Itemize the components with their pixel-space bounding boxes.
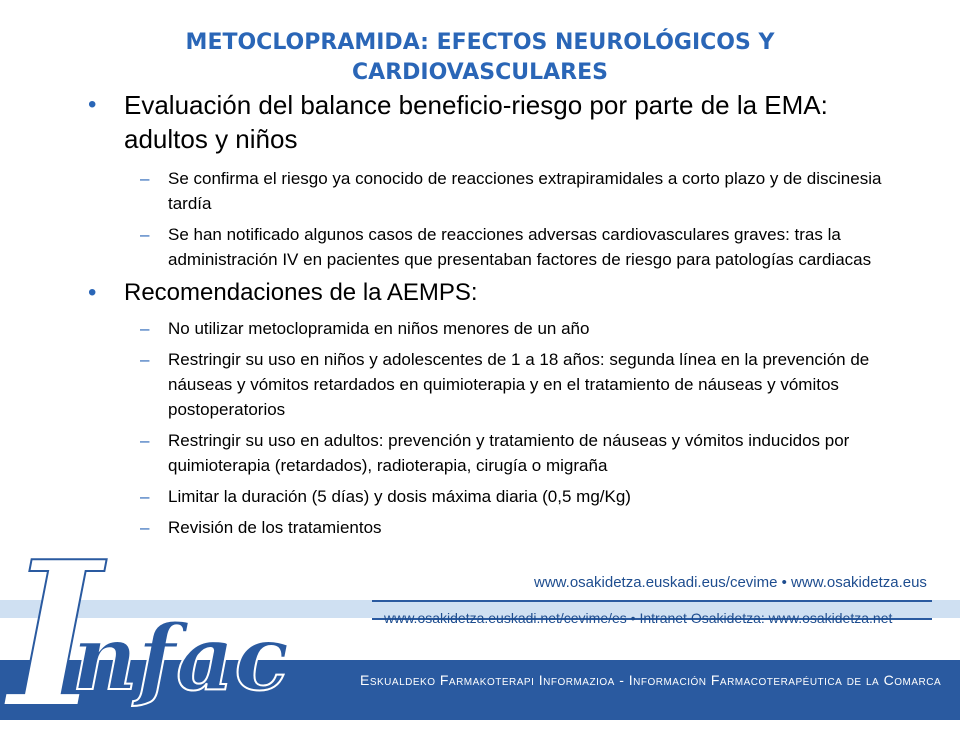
sub-item <box>88 316 888 341</box>
sub-item <box>88 166 888 216</box>
bullet-text: Evaluación del balance beneficio-riesgo por parte de la EMA: adultos y niños <box>124 90 828 154</box>
bullet-dot: • <box>88 279 97 306</box>
sub-item <box>88 484 888 509</box>
bullet-dot: • <box>88 91 97 118</box>
sub-dash: – <box>140 431 150 450</box>
logo-wordmark: nfac <box>72 605 290 711</box>
logo-initial: I <box>8 518 102 753</box>
sub-text: Limitar la duración (5 días) y dosis máxima diaria (0,5 mg/Kg) <box>168 487 631 506</box>
sub-item <box>88 515 888 540</box>
sub-dash: – <box>140 487 150 506</box>
sub-item <box>88 347 888 422</box>
sub-text: Se confirma el riesgo ya conocido de reacciones extrapiramidales a corto plazo y de discinesia tardía <box>168 169 882 213</box>
sub-dash: – <box>140 319 150 338</box>
slide-title: METOCLOPRAMIDA: EFECTOS NEUROLÓGICOS Y CARDIOVASCULARES <box>185 30 775 85</box>
sub-text: Restringir su uso en adultos: prevención y tratamiento de náuseas y vómitos inducidos por quimioterapia (retardados), radioterapia, cirugía o migraña <box>168 431 850 475</box>
bullet-ema-evaluation <box>88 88 888 156</box>
footer-url-bottom[interactable]: www.osakidetza.euskadi.net/cevime/es • Intranet Osakidetza: www.osakidetza.net <box>384 610 893 626</box>
sub-dash: – <box>140 169 150 188</box>
sub-item <box>88 222 888 272</box>
sub-text: Revisión de los tratamientos <box>168 518 382 537</box>
sub-text: Restringir su uso en niños y adolescentes de 1 a 18 años: segunda línea en la prevención de náuseas y vómitos retardados en quimioterapia y en el tratamiento de náuseas y vómitos postoperatorios <box>168 350 870 419</box>
sub-item <box>88 428 888 478</box>
slide-content <box>88 88 888 546</box>
sub-text: No utilizar metoclopramida en niños menores de un año <box>168 319 590 338</box>
sub-dash: – <box>140 518 150 537</box>
sub-dash: – <box>140 225 150 244</box>
sub-text: Se han notificado algunos casos de reacciones adversas cardiovasculares graves: tras la administración IV en pacientes que presentaban factores de riesgo para patologías cardiacas <box>168 225 872 269</box>
sub-dash: – <box>140 350 150 369</box>
footer-url-top[interactable]: www.osakidetza.euskadi.eus/cevime • www.osakidetza.eus <box>534 574 927 591</box>
bullet-aemps-recommendations <box>88 278 888 308</box>
bullet-text: Recomendaciones de la AEMPS: <box>124 279 478 306</box>
footer-tagline: Eskualdeko Farmakoterapi Informazioa - Información Farmacoterapéutica de la Comarca <box>360 672 942 688</box>
footer-divider <box>372 600 932 602</box>
